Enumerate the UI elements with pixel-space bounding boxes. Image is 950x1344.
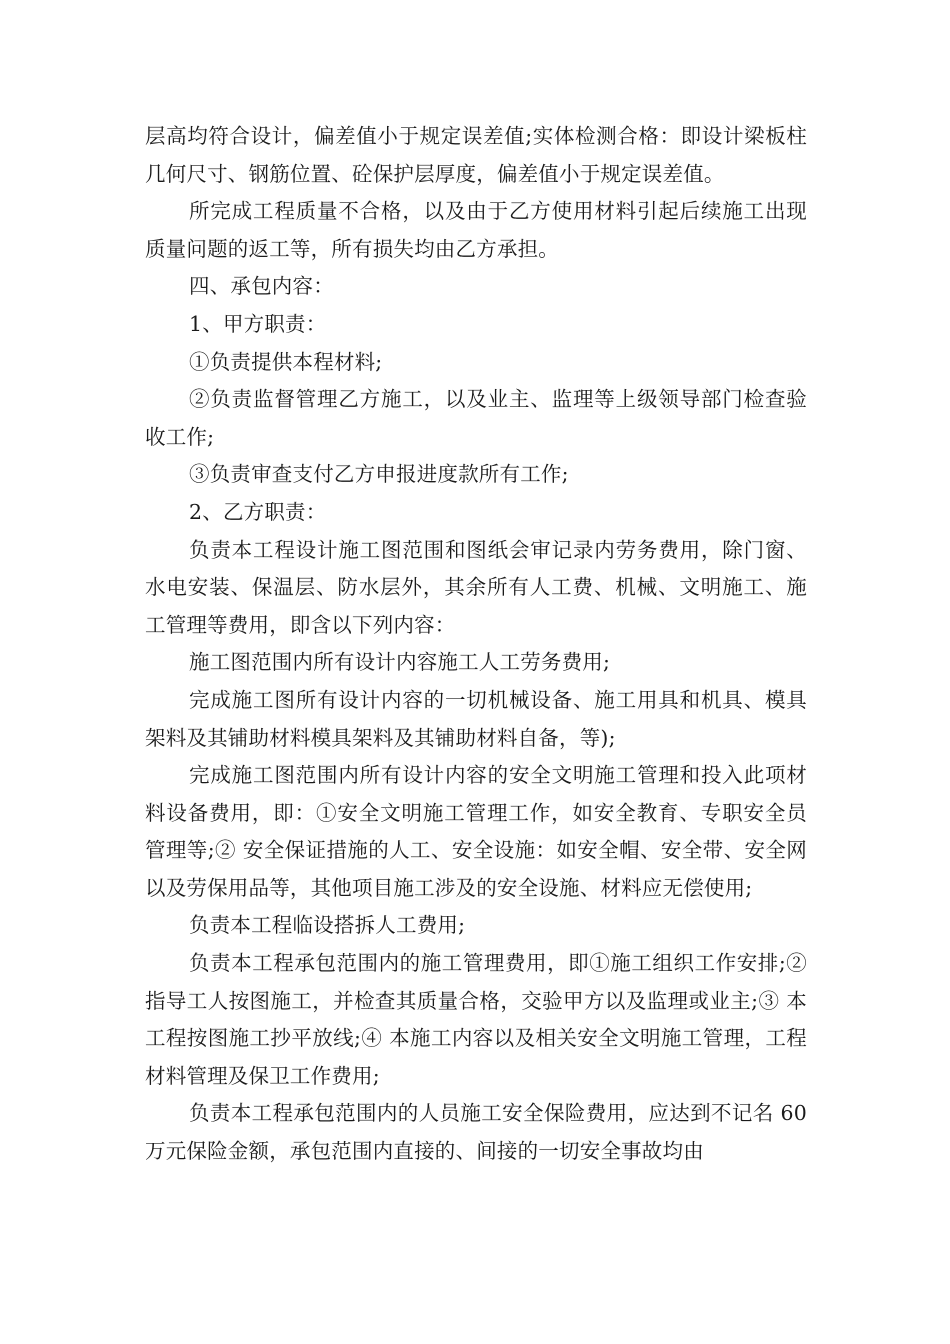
document-body xyxy=(145,118,807,1171)
party-b-item-management: 负责本工程承包范围内的施工管理费用，即①施工组织工作安排;② 指导工人按图施工，并检查其质量合格，交验甲方以及监理或业主;③ 本工程按图施工抄平放线;④ 本施工内容以及相关安全文明施工管理，工程材料管理及保卫工作费用; xyxy=(145,951,807,1088)
party-a-duty-1: ①负责提供本程材料; xyxy=(189,349,383,374)
party-a-duty-2: ②负责监督管理乙方施工，以及业主、监理等上级领导部门检查验收工作; xyxy=(145,387,807,449)
subheading-party-a-duties: 1、甲方职责： xyxy=(189,311,327,336)
paragraph-quality-standard: 层高均符合设计，偏差值小于规定误差值;实体检测合格：即设计梁板柱几何尺寸、钢筋位置、砼保护层厚度，偏差值小于规定误差值。 xyxy=(145,124,807,186)
party-b-item-temporary-facilities: 负责本工程临设搭拆人工费用; xyxy=(189,913,466,938)
party-b-item-safety: 完成施工图范围内所有设计内容的安全文明施工管理和投入此项材料设备费用，即：①安全文明施工管理工作，如安全教育、专职安全员管理等;② 安全保证措施的人工、安全设施：如安全帽、安全带、安全网以及劳保用品等，其他项目施工涉及的安全设施、材料应无偿使用; xyxy=(145,763,807,900)
section-heading-contract-scope: 四、承包内容： xyxy=(189,274,334,299)
party-b-item-insurance: 负责本工程承包范围内的人员施工安全保险费用，应达到不记名 60 万元保险金额，承包范围内直接的、间接的一切安全事故均由 xyxy=(145,1101,807,1164)
subheading-party-b-duties: 2、乙方职责： xyxy=(189,499,327,524)
party-b-scope-summary: 负责本工程设计施工图范围和图纸会审记录内劳务费用，除门窗、水电安装、保温层、防水层外，其余所有人工费、机械、文明施工、施工管理等费用，即含以下列内容： xyxy=(145,537,807,637)
party-b-item-labor: 施工图范围内所有设计内容施工人工劳务费用; xyxy=(189,650,611,675)
party-a-duty-3: ③负责审查支付乙方申报进度款所有工作; xyxy=(189,462,569,487)
paragraph-quality-liability: 所完成工程质量不合格，以及由于乙方使用材料引起后续施工出现质量问题的返工等，所有损失均由乙方承担。 xyxy=(145,199,807,261)
party-b-item-equipment: 完成施工图所有设计内容的一切机械设备、施工用具和机具、模具架料及其铺助材料模具架料及其铺助材料自备，等); xyxy=(145,687,807,750)
